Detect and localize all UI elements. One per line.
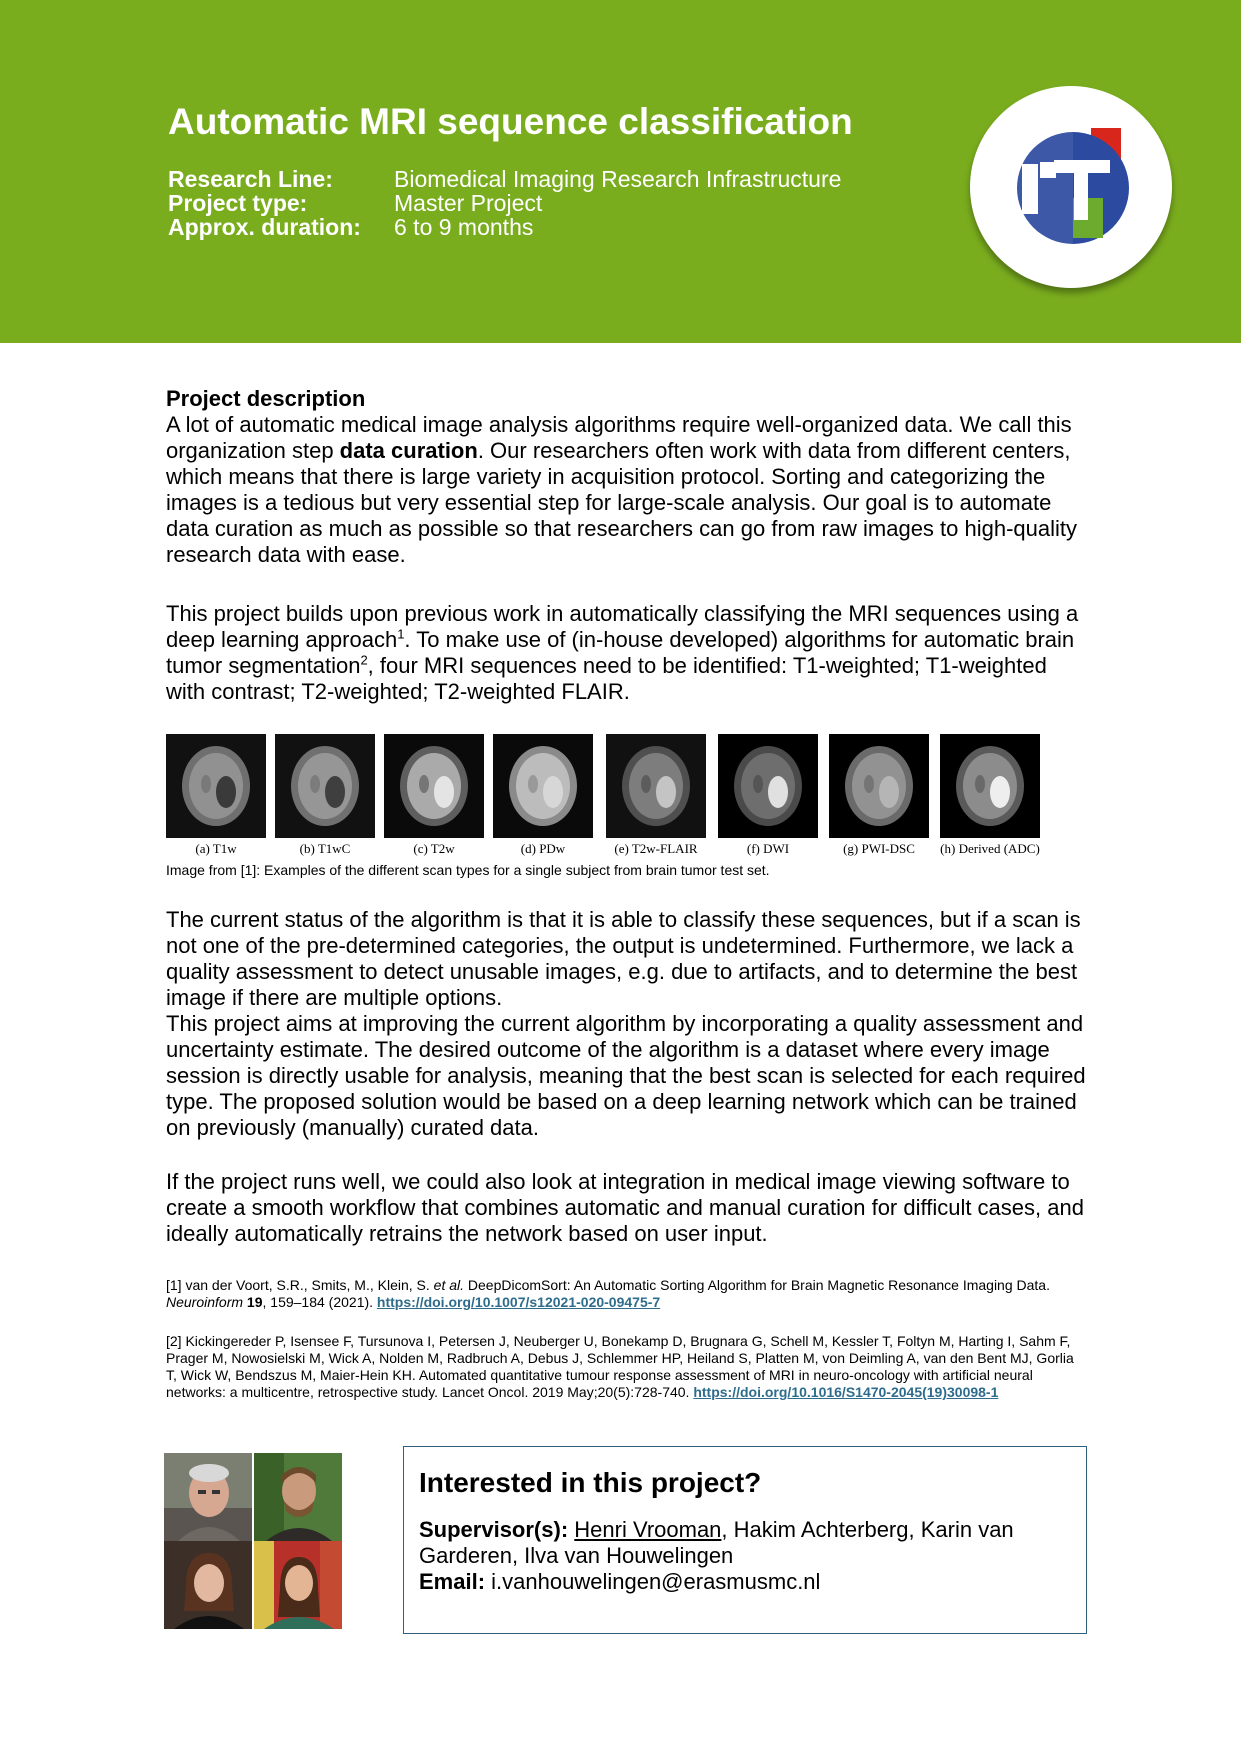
supervisors-line	[419, 1517, 1069, 1569]
email-address[interactable]: i.vanhouwelingen@erasmusmc.nl	[491, 1569, 821, 1594]
text-run: , four MRI sequences need to be identified: T1-weighted; T1-weighted with contrast; T2-weighted; T2-weighted FLAIR.	[166, 653, 1047, 704]
supervisor-photo	[254, 1453, 342, 1541]
mri-scan	[384, 734, 484, 857]
meta-row-duration	[168, 215, 841, 239]
project-description	[166, 386, 1086, 568]
figure-caption: Image from [1]: Examples of the different scan types for a single subject from brain tumor test set.	[166, 862, 770, 878]
contact-box	[403, 1446, 1087, 1634]
mri-scan	[493, 734, 593, 857]
supervisor-photo	[164, 1453, 252, 1541]
text-run: et al.	[433, 1277, 465, 1293]
mri-scan	[606, 734, 706, 857]
paragraph-previous-work	[166, 601, 1086, 705]
mri-scan-label: (d) PDw	[520, 841, 566, 856]
meta-label: Project type:	[168, 190, 308, 216]
supervisor-photo	[164, 1541, 252, 1629]
mri-scan-figure	[166, 734, 1056, 858]
text-run: If the project runs well, we could also look at integration in medical image viewing software to create a smooth workflow that combines automatic and manual curation for difficult cases, and ideally automatically retrains the network based on user input.	[166, 1169, 1084, 1246]
mri-scan	[275, 734, 375, 857]
mri-scan-image	[384, 734, 484, 838]
mri-scan	[718, 734, 818, 857]
mri-scan-label: (g) PWI-DSC	[843, 841, 915, 856]
supervisor-names: , Hakim Achterberg, Karin van Garderen, Ilva van Houwelingen	[419, 1517, 1014, 1568]
doi-link-2[interactable]: https://doi.org/10.1016/S1470-2045(19)30098-1	[693, 1384, 999, 1400]
contact-details	[419, 1517, 1069, 1595]
reference-1	[166, 1277, 1076, 1311]
mri-scan-label: (c) T2w	[413, 841, 455, 856]
section-heading: Project description	[166, 386, 366, 411]
mri-scan	[166, 734, 266, 857]
supervisor-photo	[254, 1541, 342, 1629]
mri-scan-image	[493, 734, 593, 838]
meta-value: Biomedical Imaging Research Infrastructure	[394, 166, 842, 192]
mri-scan	[940, 734, 1040, 857]
meta-value: Master Project	[394, 190, 543, 216]
mri-scan-label: (f) DWI	[746, 841, 790, 856]
paragraph-status	[166, 907, 1086, 1141]
reference-2	[166, 1333, 1076, 1401]
text-run: DeepDicomSort: An Automatic Sorting Algorithm for Brain Magnetic Resonance Imaging Data.	[464, 1277, 1050, 1293]
meta-value: 6 to 9 months	[394, 214, 534, 240]
text-run: Neuroinform	[166, 1294, 244, 1310]
mri-scan-image	[718, 734, 818, 838]
text-run: [2] Kickingereder P, Isensee F, Tursunova I, Petersen J, Neuberger U, Bonekamp D, Brugnara G, Schell M, Kessler T, Foltyn M, Harting I, Sahm F, Prager M, Nowosielski M, Wick A, Nolden M, Radbruch A, Debus J, Schlemmer HP, Heiland S, Platten M, von Deimling A, van den Bent MJ, Gorlia T, Wick W, Bendszus M, Maier-Hein KH. Automated quantitative tumour response assessment of MRI in neuro-oncology with artificial neural networks: a multicentre, retrospective study. Lancet Oncol. 2019 May;20(5):728-740.	[166, 1333, 1074, 1400]
text-run: This project aims at improving the current algorithm by incorporating a quality assessment and uncertainty estimate. The desired outcome of the algorithm is a dataset where every image session is directly usable for analysis, meaning that the best scan is selected for each required type. The proposed solution would be based on a deep learning network which can be trained on previously (manually) curated data.	[166, 1011, 1086, 1140]
project-meta	[168, 167, 841, 239]
footnote-ref-2: 2	[360, 652, 368, 668]
email-line	[419, 1569, 1069, 1595]
supervisor-photos	[164, 1453, 342, 1629]
mri-scan-label: (h) Derived (ADC)	[940, 841, 1040, 856]
text-bold: data curation	[339, 438, 478, 463]
footnote-ref-1: 1	[397, 626, 405, 642]
mri-scan-image	[606, 734, 706, 838]
mri-scan	[829, 734, 929, 857]
mri-scan-label: (b) T1wC	[299, 841, 351, 856]
supervisor-link[interactable]: Henri Vrooman	[574, 1517, 722, 1542]
text-run: [1] van der Voort, S.R., Smits, M., Klein, S.	[166, 1277, 434, 1293]
text-run: A lot of automatic medical image analysis algorithms require well-organized data. We call this organization step	[166, 412, 1072, 463]
email-label: Email:	[419, 1569, 486, 1594]
mri-scan-label: (e) T2w-FLAIR	[614, 841, 698, 856]
meta-label: Approx. duration:	[168, 214, 361, 240]
mri-scan-image	[940, 734, 1040, 838]
doi-link-1[interactable]: https://doi.org/10.1007/s12021-020-09475-7	[376, 1294, 661, 1310]
mri-scan-image	[829, 734, 929, 838]
text-run: . To make use of (in-house developed) algorithms for automatic brain tumor segmentation	[166, 627, 1075, 678]
meta-label: Research Line:	[168, 166, 333, 192]
text-run: This project builds upon previous work in automatically classifying the MRI sequences using a deep learning approach	[166, 601, 1079, 652]
page-title: Automatic MRI sequence classification	[168, 101, 853, 142]
text-run: 19	[246, 1294, 263, 1310]
text-run: , 159–184 (2021).	[262, 1294, 377, 1310]
header-banner	[0, 0, 1241, 343]
mri-scan-image	[166, 734, 266, 838]
meta-row-project-type	[168, 191, 841, 215]
meta-row-research-line	[168, 167, 841, 191]
institute-logo	[970, 86, 1172, 288]
mri-scan-label: (a) T1w	[195, 841, 237, 856]
text-run: The current status of the algorithm is that it is able to classify these sequences, but if a scan is not one of the pre-determined categories, the output is undetermined. Furthermore, we lack a quality assessment to detect unusable images, e.g. due to artifacts, and to determine the best image if there are multiple options.	[166, 907, 1081, 1010]
contact-title: Interested in this project?	[419, 1467, 762, 1498]
mri-scan-image	[275, 734, 375, 838]
paragraph-intro	[166, 412, 1086, 568]
logo-icon	[970, 86, 1172, 288]
text-run: . Our researchers often work with data from different centers, which means that there is large variety in acquisition protocol. Sorting and categorizing the images is a tedious but very essential step for large-scale analysis. Our goal is to automate data curation as much as possible so that researchers can go from raw images to high-quality research data with ease.	[166, 438, 1078, 567]
paragraph-outlook	[166, 1169, 1086, 1247]
supervisor-label: Supervisor(s):	[419, 1517, 569, 1542]
